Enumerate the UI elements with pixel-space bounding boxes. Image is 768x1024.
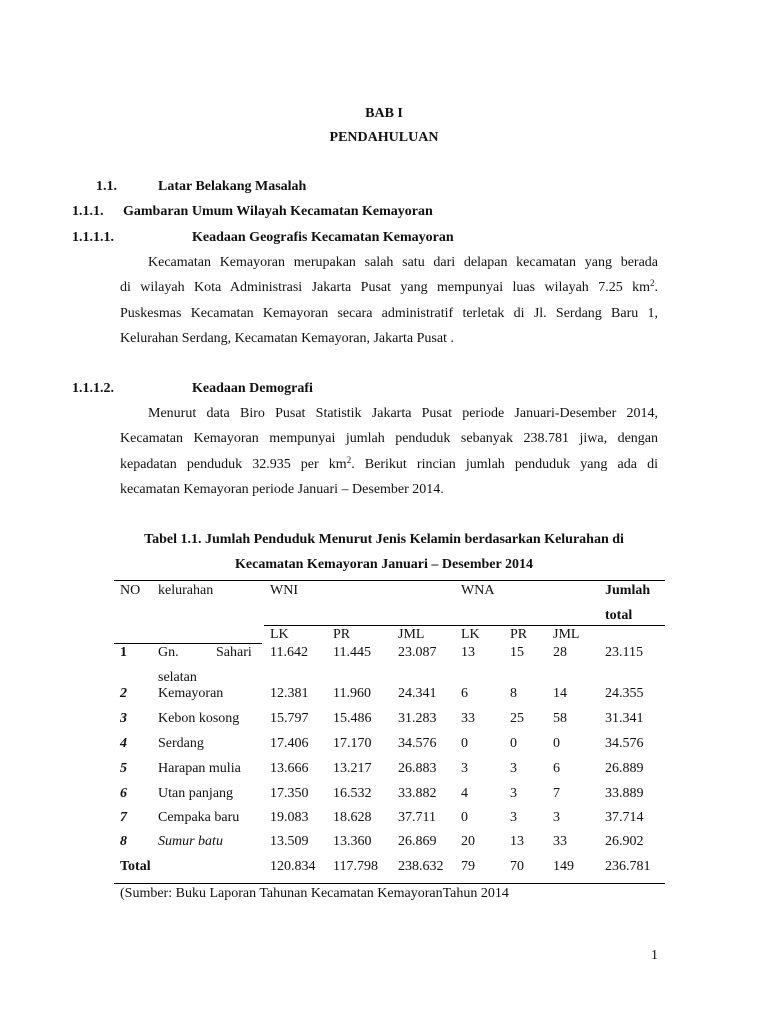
- row-3-lk: 15.797: [270, 711, 309, 726]
- col-no-header: NO: [120, 583, 141, 598]
- table-caption-1: Tabel 1.1. Jumlah Penduduk Menurut Jenis Kelamin berdasarkan Kelurahan di: [144, 532, 624, 547]
- row-1-kel-a: Gn.: [158, 645, 179, 660]
- row-6-jml2: 7: [553, 786, 560, 801]
- row-7-pr2: 3: [510, 810, 517, 825]
- demo-line-4: kecamatan Kemayoran periode Januari – Desember 2014.: [120, 482, 444, 497]
- row-7-jml: 37.711: [398, 810, 436, 825]
- table-caption-2: Kecamatan Kemayoran Januari – Desember 2014: [235, 557, 533, 572]
- row-6-pr: 16.532: [333, 786, 372, 801]
- row-6-jml: 33.882: [398, 786, 437, 801]
- row-5-lk: 13.666: [270, 761, 309, 776]
- col-jumlah-header: Jumlah: [605, 583, 651, 598]
- section-4-number: 1.1.1.2.: [72, 381, 114, 396]
- row-4-kel: Serdang: [158, 736, 204, 751]
- row-4-lk2: 0: [461, 736, 468, 751]
- row-5-jml2: 6: [553, 761, 560, 776]
- row-3-kel: Kebon kosong: [158, 711, 240, 726]
- row-1-total: 23.115: [605, 645, 643, 660]
- row-5-total: 26.889: [605, 761, 644, 776]
- row-5-jml: 26.883: [398, 761, 437, 776]
- table-top-rule: [114, 580, 665, 581]
- table-subheader-rule: [264, 625, 665, 626]
- row-1-lk: 11.642: [270, 645, 308, 660]
- section-3-title: Keadaan Geografis Kecamatan Kemayoran: [192, 230, 454, 245]
- geo-line-1: Kecamatan Kemayoran merupakan salah satu dari delapan kecamatan yang berada: [148, 255, 658, 270]
- section-1-title: Latar Belakang Masalah: [158, 179, 307, 194]
- total-label: Total: [120, 859, 151, 874]
- total-jml2: 149: [553, 859, 574, 874]
- row-1-pr2: 15: [510, 645, 524, 660]
- demo-line-2: Kecamatan Kemayoran mempunyai jumlah penduduk sebanyak 238.781 jiwa, dengan: [120, 431, 658, 446]
- col-jml2-header: JML: [553, 627, 580, 642]
- row-8-no: 8: [120, 834, 127, 849]
- col-pr-header: PR: [333, 627, 351, 642]
- row-6-kel: Utan panjang: [158, 786, 234, 801]
- row-3-pr: 15.486: [333, 711, 372, 726]
- row-7-lk2: 0: [461, 810, 468, 825]
- section-3-number: 1.1.1.1.: [72, 230, 114, 245]
- total-total: 236.781: [605, 859, 651, 874]
- geo-line-2-text: di wilayah Kota Administrasi Jakarta Pusat yang mempunyai luas wilayah 7.25 km: [120, 280, 650, 295]
- chapter-label: BAB I: [365, 106, 403, 121]
- row-7-kel: Cempaka baru: [158, 810, 240, 825]
- total-jml: 238.632: [398, 859, 444, 874]
- geo-line-2-end: .: [654, 280, 658, 295]
- row-6-total: 33.889: [605, 786, 644, 801]
- row-4-total: 34.576: [605, 736, 644, 751]
- row-7-lk: 19.083: [270, 810, 309, 825]
- row-2-jml: 24.341: [398, 686, 437, 701]
- row-4-pr: 17.170: [333, 736, 372, 751]
- row-1-pr: 11.445: [333, 645, 371, 660]
- row-2-pr2: 8: [510, 686, 517, 701]
- row-8-pr2: 13: [510, 834, 524, 849]
- table-source: (Sumber: Buku Laporan Tahunan Kecamatan KemayoranTahun 2014: [120, 886, 509, 901]
- col-pr2-header: PR: [510, 627, 528, 642]
- row-3-lk2: 33: [461, 711, 475, 726]
- demo-line-3-text: kepadatan penduduk 32.935 per km: [120, 457, 347, 472]
- row-3-jml: 31.283: [398, 711, 437, 726]
- demo-line-3-sup: 2: [346, 455, 352, 465]
- row-8-jml: 26.869: [398, 834, 437, 849]
- demo-line-3: [120, 457, 658, 473]
- col-kelurahan-header: kelurahan: [158, 583, 214, 598]
- col-lk-header: LK: [270, 627, 289, 642]
- section-1-number: 1.1.: [96, 179, 117, 194]
- row-4-jml2: 0: [553, 736, 560, 751]
- row-7-no: 7: [120, 810, 127, 825]
- row-6-pr2: 3: [510, 786, 517, 801]
- geo-line-4: Kelurahan Serdang, Kecamatan Kemayoran, Jakarta Pusat .: [120, 331, 454, 346]
- row-2-lk2: 6: [461, 686, 468, 701]
- row-1-jml: 23.087: [398, 645, 437, 660]
- row-8-total: 26.902: [605, 834, 644, 849]
- row-6-lk: 17.350: [270, 786, 309, 801]
- total-pr: 117.798: [333, 859, 378, 874]
- geo-line-2-sup: 2: [650, 278, 655, 288]
- row-1-kel-c: selatan: [158, 670, 197, 685]
- row-8-pr: 13.360: [333, 834, 372, 849]
- row-5-kel: Harapan mulia: [158, 761, 241, 776]
- row-2-kel: Kemayoran: [158, 686, 224, 701]
- section-2-title: Gambaran Umum Wilayah Kecamatan Kemayoran: [123, 204, 433, 219]
- row-8-jml2: 33: [553, 834, 567, 849]
- row-8-kel: Sumur batu: [158, 834, 223, 849]
- col-total-header: total: [605, 608, 633, 623]
- row-6-no: 6: [120, 786, 127, 801]
- col-wni-header: WNI: [270, 583, 298, 598]
- row-4-no: 4: [120, 736, 127, 751]
- col-wna-header: WNA: [461, 583, 495, 598]
- row-7-total: 37.714: [605, 810, 644, 825]
- row-5-no: 5: [120, 761, 127, 776]
- row-3-pr2: 25: [510, 711, 524, 726]
- section-4-title: Keadaan Demografi: [192, 381, 313, 396]
- row-5-pr: 13.217: [333, 761, 372, 776]
- section-2-number: 1.1.1.: [72, 204, 104, 219]
- total-lk: 120.834: [270, 859, 316, 874]
- row-3-total: 31.341: [605, 711, 644, 726]
- total-pr2: 70: [510, 859, 524, 874]
- row-2-pr: 11.960: [333, 686, 371, 701]
- row-3-no: 3: [120, 711, 127, 726]
- geo-line-3: Puskesmas Kecamatan Kemayoran secara administratif terletak di Jl. Serdang Baru 1,: [120, 306, 658, 321]
- row-1-kel-b: Sahari: [216, 645, 252, 660]
- row-4-lk: 17.406: [270, 736, 309, 751]
- row-6-lk2: 4: [461, 786, 468, 801]
- row-2-jml2: 14: [553, 686, 567, 701]
- page-number: 1: [651, 948, 658, 963]
- row-2-no: 2: [120, 686, 127, 701]
- row-1-lk2: 13: [461, 645, 475, 660]
- row-2-lk: 12.381: [270, 686, 309, 701]
- row-5-pr2: 3: [510, 761, 517, 776]
- row-4-jml: 34.576: [398, 736, 437, 751]
- row-8-lk: 13.509: [270, 834, 309, 849]
- col-jml-header: JML: [398, 627, 425, 642]
- row-1-no: 1: [120, 645, 127, 660]
- row-1-jml2: 28: [553, 645, 567, 660]
- col-lk2-header: LK: [461, 627, 480, 642]
- row-5-lk2: 3: [461, 761, 468, 776]
- row-8-lk2: 20: [461, 834, 475, 849]
- row-4-pr2: 0: [510, 736, 517, 751]
- geo-line-2: [120, 280, 658, 296]
- row-7-pr: 18.628: [333, 810, 372, 825]
- row-2-total: 24.355: [605, 686, 644, 701]
- table-header-rule: [114, 643, 262, 644]
- chapter-heading: PENDAHULUAN: [329, 130, 439, 145]
- total-lk2: 79: [461, 859, 475, 874]
- row-7-jml2: 3: [553, 810, 560, 825]
- row-3-jml2: 58: [553, 711, 567, 726]
- demo-line-1: Menurut data Biro Pusat Statistik Jakarta Pusat periode Januari-Desember 2014,: [148, 406, 658, 421]
- demo-line-3-end: . Berikut rincian jumlah penduduk yang ada di: [351, 457, 658, 472]
- table-bottom-rule: [114, 883, 665, 884]
